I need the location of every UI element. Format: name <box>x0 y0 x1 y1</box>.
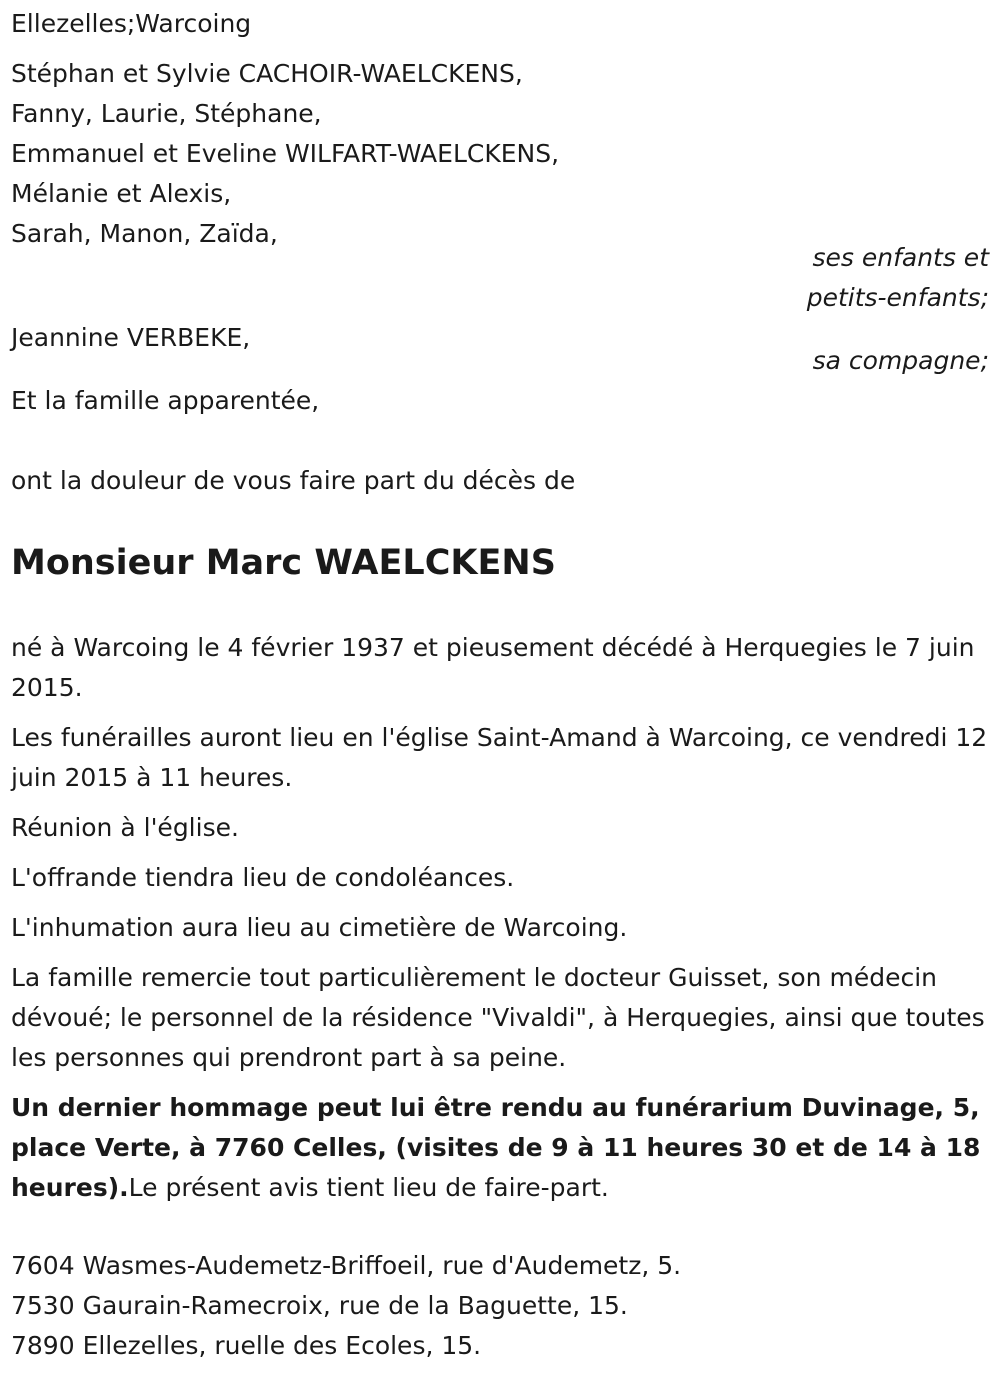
family-line: Fanny, Laurie, Stéphane, <box>11 99 322 128</box>
companion-role: sa compagne; <box>812 346 989 375</box>
family-line: Emmanuel et Eveline WILFART-WAELCKENS, <box>11 139 560 168</box>
funeral-paragraph: Les funérailles auront lieu en l'église Saint-Amand à Warcoing, ce vendredi 12 juin 2015 à 11 heures. <box>11 723 988 792</box>
address-line: 7530 Gaurain-Ramecroix, rue de la Baguette, 15. <box>11 1291 628 1320</box>
family-role-line: petits-enfants; <box>806 283 989 312</box>
obituary-body <box>11 628 989 1218</box>
deceased-name: Monsieur Marc WAELCKENS <box>11 543 556 583</box>
meeting-paragraph: Réunion à l'église. <box>11 813 239 842</box>
address-line: 7604 Wasmes-Audemetz-Briffoeil, rue d'Audemetz, 5. <box>11 1251 682 1280</box>
offering-paragraph: L'offrande tiendra lieu de condoléances. <box>11 863 515 892</box>
tribute-tail-text: Le présent avis tient lieu de faire-part. <box>128 1173 609 1202</box>
companion-name: Jeannine VERBEKE, <box>11 323 251 352</box>
family-list <box>11 54 559 254</box>
relatives-line: Et la famille apparentée, <box>11 386 320 415</box>
address-list <box>11 1246 681 1366</box>
family-role-line: ses enfants et <box>812 243 989 272</box>
address-line: 7890 Ellezelles, ruelle des Ecoles, 15. <box>11 1331 482 1360</box>
family-line: Mélanie et Alexis, <box>11 179 232 208</box>
burial-paragraph: L'inhumation aura lieu au cimetière de Warcoing. <box>11 913 628 942</box>
family-role <box>807 238 989 318</box>
thanks-paragraph: La famille remercie tout particulièrement le docteur Guisset, son médecin dévoué; le personnel de la résidence "Vivaldi", à Herquegies, ainsi que toutes les personnes qui prendront part à sa peine. <box>11 963 985 1072</box>
tribute-bold-text: Un dernier hommage peut lui être rendu au funérarium Duvinage, 5, place Verte, à 7760 Celles, (visites de 9 à 11 heures 30 et de 14 à 18 heures). <box>11 1093 981 1202</box>
family-line: Sarah, Manon, Zaïda, <box>11 219 278 248</box>
announcement-intro: ont la douleur de vous faire part du décès de <box>11 466 576 495</box>
family-line: Stéphan et Sylvie CACHOIR-WAELCKENS, <box>11 59 523 88</box>
header-location: Ellezelles;Warcoing <box>11 9 252 38</box>
tribute-paragraph <box>11 1088 989 1208</box>
birth-death-paragraph: né à Warcoing le 4 février 1937 et pieusement décédé à Herquegies le 7 juin 2015. <box>11 633 975 702</box>
